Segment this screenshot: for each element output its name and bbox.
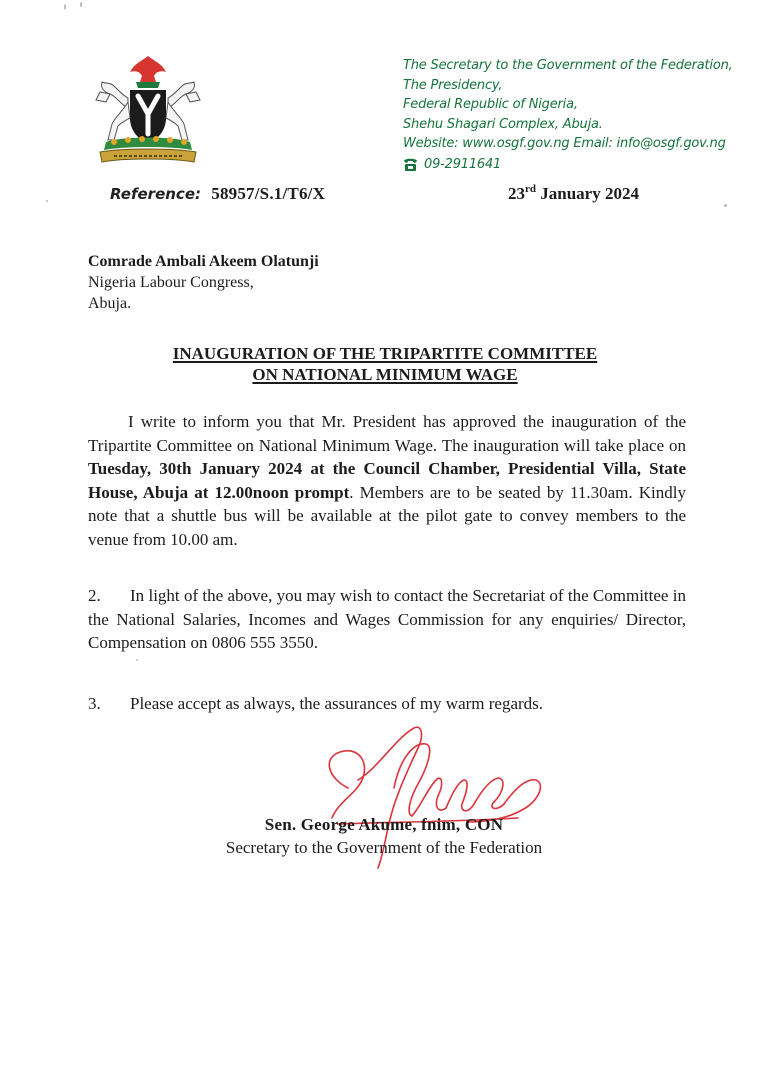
paragraph-2-number: 2. — [88, 586, 101, 605]
subject-line-1: INAUGURATION OF THE TRIPARTITE COMMITTEE — [172, 344, 598, 363]
paragraph-3 — [88, 692, 686, 716]
paragraph-3-number: 3. — [88, 694, 101, 713]
reference-line — [110, 184, 325, 204]
reference-number: 58957/S.1/T6/X — [211, 184, 326, 203]
office-address-block — [403, 56, 748, 174]
office-line: Federal Republic of Nigeria, — [403, 97, 578, 112]
paragraph-1 — [88, 410, 686, 551]
scan-speck — [46, 200, 48, 202]
reference-label: Reference: — [110, 185, 201, 203]
addressee-name: Comrade Ambali Akeem Olatunji — [88, 253, 319, 270]
scan-speck — [64, 4, 66, 10]
paragraph-2 — [88, 584, 686, 655]
date-month-year: January 2024 — [540, 184, 639, 203]
date-day: 23 — [508, 184, 525, 203]
date-suffix: rd — [525, 183, 536, 195]
addressee-city: Abuja. — [88, 295, 132, 312]
letter-subject — [80, 343, 690, 385]
paragraph-1-event-details: Tuesday, 30th January 2024 at the Council Chamber, Presidential Villa, State House, Abuja at 12.00noon prompt — [88, 459, 686, 502]
phone-number: 09-2911641 — [424, 156, 502, 172]
office-line: The Presidency, — [403, 77, 503, 93]
letter-date — [508, 183, 639, 204]
paragraph-1-text-a: I write to inform you that Mr. President has approved the inauguration of the Tripartite Committee on National Minimum Wage. The inauguration will take place on — [88, 412, 686, 455]
coat-of-arms-emblem — [80, 52, 216, 170]
paragraph-2-text: In light of the above, you may wish to contact the Secretariat of the Committee in the National Salaries, Incomes and Wages Commission for any enquiries/ Director, Compensation on 0806 555 3550. — [88, 586, 686, 652]
subject-line-2: ON NATIONAL MINIMUM WAGE — [252, 365, 518, 384]
addressee-organisation: Nigeria Labour Congress, — [88, 274, 254, 291]
addressee-block — [88, 251, 319, 314]
scan-speck — [724, 204, 727, 207]
office-phone — [403, 155, 748, 175]
paragraph-1-text-b: . Members are to be seated by 11.30am. Kindly note that a shuttle bus will be available at the pilot gate to convey members to the venue from 10.00 am. — [88, 482, 686, 549]
signer-block — [190, 814, 578, 859]
scan-speck — [80, 2, 82, 7]
paragraph-3-text: Please accept as always, the assurances of my warm regards. — [130, 694, 544, 713]
office-line: Shehu Shagari Complex, Abuja. — [403, 116, 603, 132]
office-contact-line: Website: www.osgf.gov.ng Email: info@osgf.gov.ng — [403, 136, 726, 151]
signer-title: Secretary to the Government of the Federation — [225, 837, 543, 857]
signer-name: Sen. George Akume, fnim, CON — [264, 815, 504, 834]
office-line: The Secretary to the Government of the Federation, — [403, 58, 733, 73]
scan-speck — [136, 659, 138, 661]
telephone-icon — [403, 157, 418, 171]
